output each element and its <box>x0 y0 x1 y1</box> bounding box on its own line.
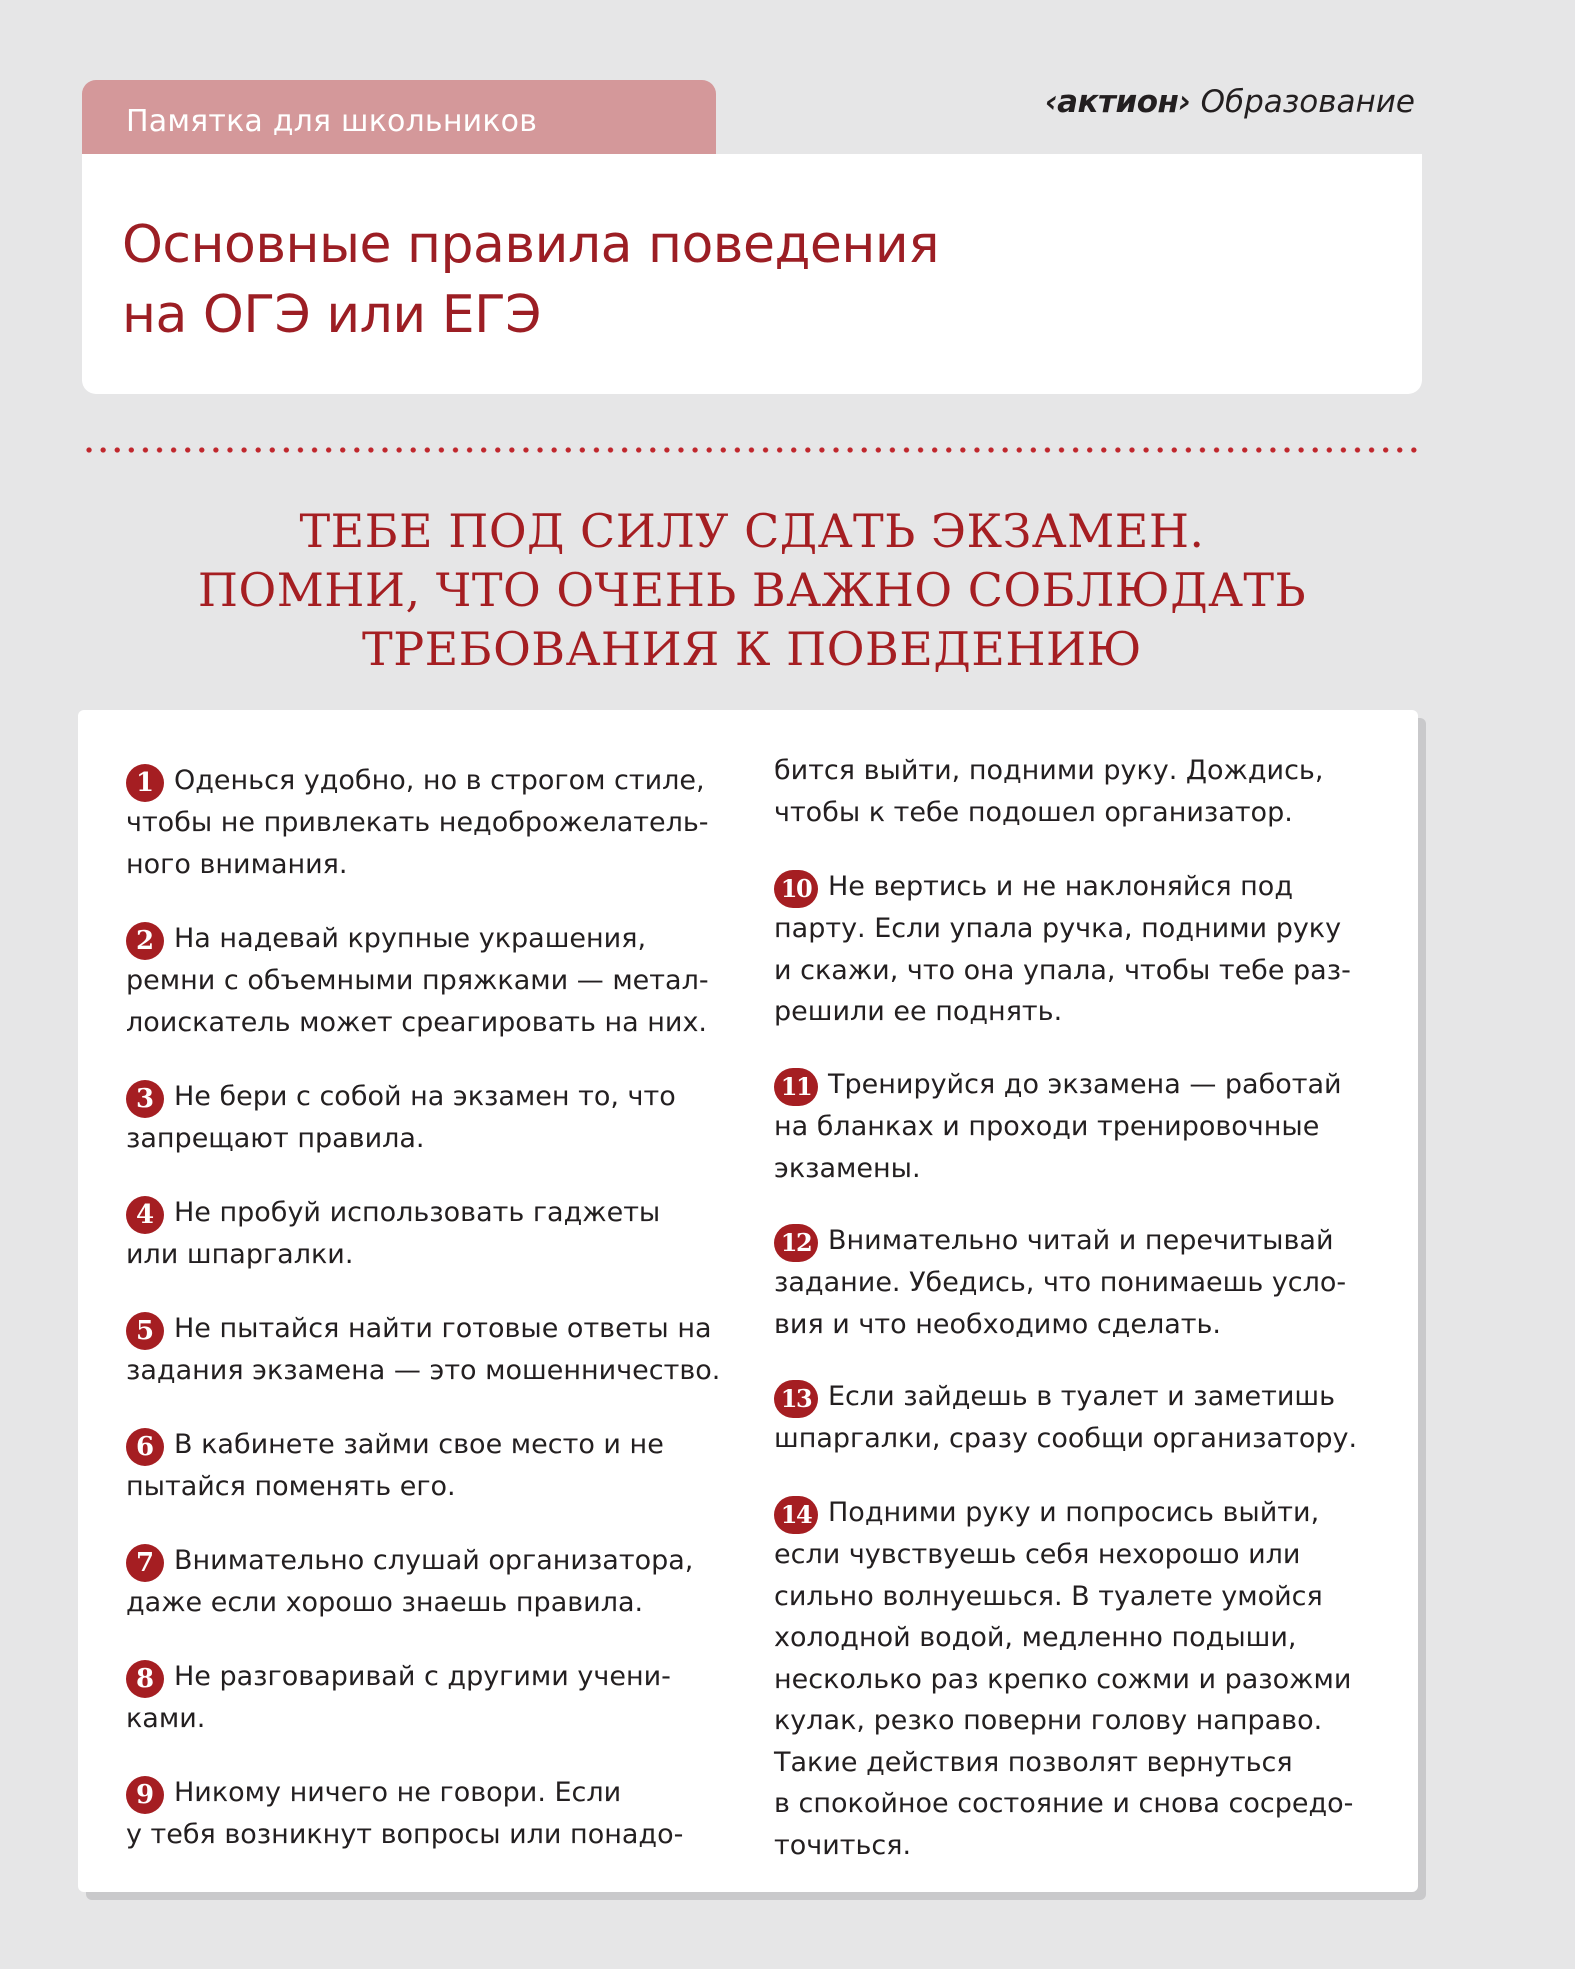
rule-item <box>126 1192 726 1276</box>
rule-item <box>774 1220 1394 1345</box>
rule-text-line <box>774 1576 1394 1618</box>
rule-text: парту. Если упала ручка, подними руку <box>774 913 1342 944</box>
rule-text: Не вертись и не наклоняйся под <box>828 871 1293 902</box>
rule-number-badge: 3 <box>126 1080 164 1118</box>
rule-number-badge: 13 <box>774 1380 818 1418</box>
rule-text-line <box>774 792 1394 834</box>
rule-text: холодной водой, медленно подыши, <box>774 1622 1297 1653</box>
rule-number-badge: 10 <box>774 870 818 908</box>
rule-text-line <box>126 802 726 844</box>
rule-text-line <box>774 1617 1394 1659</box>
page-title-line: на ОГЭ или ЕГЭ <box>122 285 542 345</box>
rule-text-line <box>126 1192 726 1234</box>
rule-text: даже если хорошо знаешь правила. <box>126 1587 644 1618</box>
rule-text: сильно волнуешься. В туалете умойся <box>774 1580 1323 1612</box>
rule-number-badge: 2 <box>126 922 164 960</box>
rule-text: ками. <box>126 1703 206 1734</box>
logo-subtitle: Образование <box>1200 84 1415 120</box>
rule-text-line <box>126 1698 726 1740</box>
rule-text: задание. Убедись, что понимаешь усло- <box>774 1267 1347 1298</box>
rule-item <box>126 918 726 1043</box>
rule-text: и скажи, что она упала, чтобы тебе раз- <box>774 954 1351 986</box>
rule-text: у тебя возникнут вопросы или понадо- <box>126 1819 684 1850</box>
rule-text: Не пытайся найти готовые ответы на <box>174 1313 712 1344</box>
memo-tab <box>82 80 716 156</box>
rule-number-badge: 12 <box>774 1224 818 1262</box>
rule-item <box>126 760 726 885</box>
rule-text: вия и что необходимо сделать. <box>774 1308 1221 1340</box>
rule-text-line <box>774 1376 1394 1418</box>
rule-text-line <box>774 908 1394 950</box>
rule-text-line <box>126 1118 726 1160</box>
rule-text: Не пробуй использовать гаджеты <box>174 1197 661 1228</box>
headline-line: ТЕБЕ ПОД СИЛУ СДАТЬ ЭКЗАМЕН. <box>299 504 1205 558</box>
rule-text-line <box>774 1418 1394 1460</box>
rule-text-line <box>126 960 726 1002</box>
rule-text: Подними руку и попросись выйти, <box>828 1497 1320 1528</box>
rule-text: несколько раз крепко сожми и разожми <box>774 1663 1352 1695</box>
rules-card <box>78 710 1418 1892</box>
rule-item <box>774 1376 1394 1460</box>
rule-text: шпаргалки, сразу сообщи организатору. <box>774 1423 1358 1454</box>
rule-text: чтобы не привлекать недоброжелатель- <box>126 807 709 838</box>
rule-text: ремни с объемными пряжками — метал- <box>126 965 709 996</box>
rule-text-line <box>126 760 726 802</box>
rule-text-line <box>774 991 1394 1033</box>
rule-text: Такие действия позволят вернуться <box>774 1746 1293 1778</box>
rule-text-line <box>126 1424 726 1466</box>
rule-number-badge: 5 <box>126 1312 164 1350</box>
rule-item <box>774 750 1394 833</box>
rule-text-line <box>774 1825 1394 1867</box>
rule-text: ного внимания. <box>126 848 348 880</box>
rule-text: на бланках и проходи тренировочные <box>774 1111 1320 1142</box>
rule-text: кулак, резко поверни голову направо. <box>774 1705 1323 1736</box>
rule-text-line <box>774 1148 1394 1190</box>
rule-text: Внимательно читай и перечитывай <box>828 1225 1334 1256</box>
headline <box>82 502 1422 679</box>
rule-item <box>774 1064 1394 1189</box>
rule-text-line <box>774 1742 1394 1784</box>
headline-line: ТРЕБОВАНИЯ К ПОВЕДЕНИЮ <box>362 622 1142 676</box>
rule-text-line <box>774 1262 1394 1304</box>
page-title <box>122 210 939 350</box>
rule-text-line <box>774 750 1394 792</box>
rule-text: Никому ничего не говори. Если <box>174 1777 622 1808</box>
memo-tab-label: Памятка для школьников <box>126 104 538 139</box>
rule-text-line <box>774 1659 1394 1701</box>
rule-item <box>126 1308 726 1392</box>
rule-text: экзамены. <box>774 1152 921 1184</box>
rule-text-line <box>774 1304 1394 1346</box>
rule-number-badge: 11 <box>774 1068 818 1106</box>
rule-number-badge: 8 <box>126 1660 164 1698</box>
rule-text: Внимательно слушай организатора, <box>174 1545 694 1576</box>
rule-text-line <box>126 1466 726 1508</box>
rule-text: решили ее поднять. <box>774 996 1063 1027</box>
rule-text-line <box>774 866 1394 908</box>
rule-item <box>126 1656 726 1740</box>
rule-number-badge: 7 <box>126 1544 164 1582</box>
rule-text-line <box>774 950 1394 992</box>
rule-text-line <box>774 1700 1394 1742</box>
rule-text: На надевай крупные украшения, <box>174 923 647 954</box>
title-card <box>82 154 1422 394</box>
rule-text: Не бери с собой на экзамен то, что <box>174 1081 676 1112</box>
rule-text-line <box>126 844 726 886</box>
rule-text-line <box>126 1540 726 1582</box>
page-title-line: Основные правила поведения <box>122 215 939 275</box>
headline-line: ПОМНИ, ЧТО ОЧЕНЬ ВАЖНО СОБЛЮДАТЬ <box>197 563 1307 617</box>
rule-text-line <box>126 1814 726 1856</box>
rule-text-line <box>126 1350 726 1392</box>
rule-text-line <box>774 1492 1394 1534</box>
aktion-logo <box>1045 84 1415 120</box>
rule-item <box>774 866 1394 1033</box>
logo-brand: ‹актион› <box>1044 84 1191 120</box>
rule-number-badge: 14 <box>774 1496 818 1534</box>
rule-item <box>126 1424 726 1508</box>
rule-text: пытайся поменять его. <box>126 1471 456 1502</box>
rule-text-line <box>774 1220 1394 1262</box>
rule-text-line <box>126 1582 726 1624</box>
rule-text-line <box>774 1534 1394 1576</box>
rule-text: Если зайдешь в туалет и заметишь <box>828 1381 1336 1412</box>
rule-text-line <box>774 1106 1394 1148</box>
rule-text: Тренируйся до экзамена — работай <box>828 1069 1342 1100</box>
rule-text: лоискатель может среагировать на них. <box>126 1006 708 1038</box>
rule-number-badge: 9 <box>126 1776 164 1814</box>
rule-text-line <box>126 1772 726 1814</box>
rule-number-badge: 4 <box>126 1196 164 1234</box>
rule-text: бится выйти, подними руку. Дождись, <box>774 755 1324 786</box>
rule-text: Оденься удобно, но в строгом стиле, <box>174 765 705 796</box>
rule-text: Не разговаривай с другими учени- <box>174 1661 671 1692</box>
rule-text: В кабинете займи свое место и не <box>174 1429 664 1460</box>
rule-text: чтобы к тебе подошел организатор. <box>774 796 1293 828</box>
rule-text-line <box>774 1783 1394 1825</box>
rule-text-line <box>126 1308 726 1350</box>
rule-text: в спокойное состояние и снова сосредо- <box>774 1788 1354 1819</box>
rule-text: запрещают правила. <box>126 1123 425 1154</box>
rule-number-badge: 6 <box>126 1428 164 1466</box>
rule-item <box>126 1772 726 1856</box>
rule-item <box>126 1540 726 1624</box>
rule-text-line <box>126 1002 726 1044</box>
rule-text: если чувствуешь себя нехорошо или <box>774 1539 1301 1570</box>
rule-text: задания экзамена — это мошенничество. <box>126 1355 721 1386</box>
rule-text-line <box>774 1064 1394 1106</box>
rule-text: или шпаргалки. <box>126 1239 354 1270</box>
rule-text-line <box>126 1656 726 1698</box>
dotted-divider <box>82 446 1422 454</box>
rule-text-line <box>126 918 726 960</box>
rule-number-badge: 1 <box>126 764 164 802</box>
rule-item <box>126 1076 726 1160</box>
rule-text-line <box>126 1076 726 1118</box>
rule-text: точиться. <box>774 1829 912 1861</box>
rule-item <box>774 1492 1394 1866</box>
rule-text-line <box>126 1234 726 1276</box>
